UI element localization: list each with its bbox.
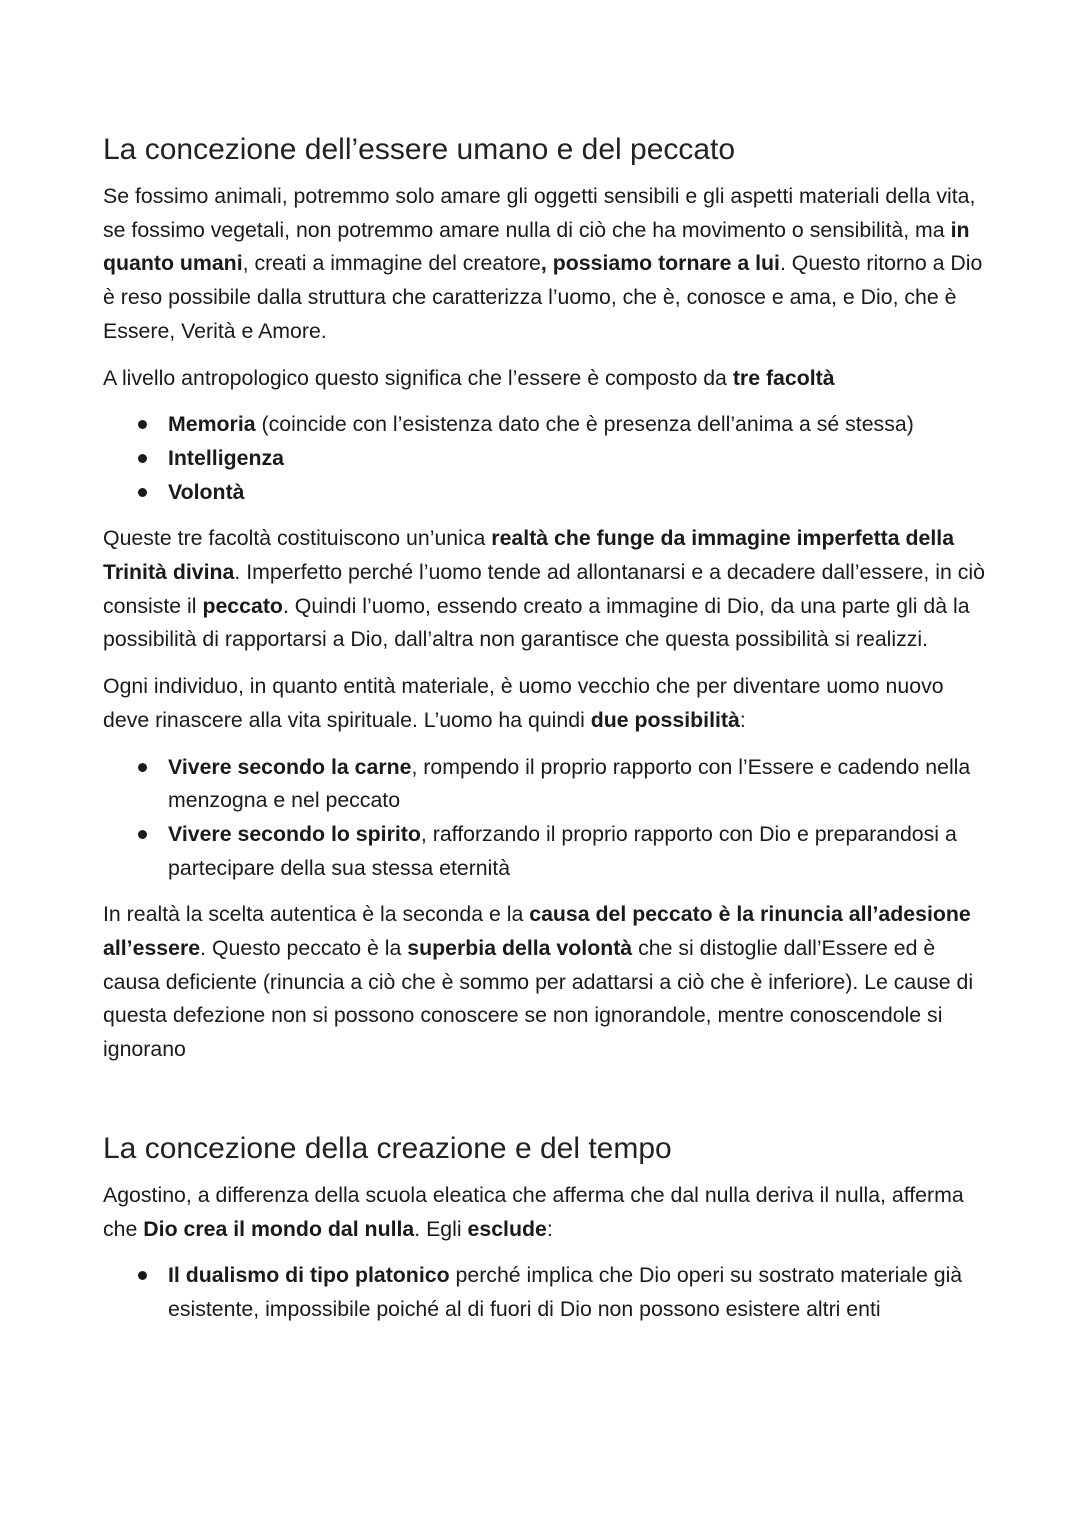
bold-text-run: esclude (467, 1216, 547, 1241)
section-1-paragraph-1 (103, 180, 993, 349)
bold-text-run: Vivere secondo la carne (168, 754, 412, 779)
list-item (168, 751, 993, 818)
list-item (168, 1259, 993, 1326)
bold-text-run: Vivere secondo lo spirito (168, 821, 421, 846)
section-2-paragraph-1 (103, 1179, 993, 1246)
bold-text-run: due possibilità (590, 707, 740, 732)
text-run: . Questo ritorno a Dio è reso possibile dalla struttura che caratterizza l’uomo, che è, conosce e ama, e Dio, che è Essere, Verità e Amore. (103, 251, 983, 343)
list-item (168, 476, 993, 510)
bold-text-run: in quanto umani (103, 217, 970, 276)
text-run: . Quindi l’uomo, essendo creato a immagine di Dio, da una parte gli dà la possibilità di rapportarsi a Dio, dall’altra non garantisce che questa possibilità si realizzi. (103, 593, 970, 652)
text-run: , rompendo il proprio rapporto con l’Essere e cadendo nella menzogna e nel peccato (168, 754, 971, 813)
text-run: : (546, 1216, 553, 1241)
section-1-title: La concezione dell’essere umano e del peccato (103, 133, 736, 166)
section-1-paragraph-3 (103, 522, 993, 657)
text-run: . Questo peccato è la (200, 936, 408, 961)
bullet-icon (138, 454, 147, 463)
text-run: . Egli (414, 1216, 468, 1241)
possibilities-list (103, 751, 993, 886)
text-run: Queste tre facoltà costituiscono un’unica (103, 526, 492, 551)
text-run: A livello antropologico questo significa che l’essere è composto da (103, 365, 733, 390)
faculties-list (103, 408, 993, 509)
text-run: : (739, 707, 746, 732)
section-1-paragraph-5 (103, 898, 993, 1067)
text-run: Ogni individuo, in quanto entità materiale, è uomo vecchio che per diventare uomo nuovo deve rinascere alla vita spirituale. L’uomo ha quindi (103, 674, 944, 732)
bold-text-run: , possiamo tornare a lui (540, 251, 780, 276)
bullet-icon (138, 488, 147, 497)
bold-text-run: causa del peccato è la rinuncia all’adesione all’essere (103, 902, 971, 961)
document-page (103, 130, 993, 1340)
text-run: . Imperfetto perché l’uomo tende ad allontanarsi e a decadere dall’essere, in ciò consiste il (103, 560, 985, 618)
text-run: In realtà la scelta autentica è la seconda e la (103, 902, 530, 927)
list-item (168, 408, 993, 442)
bold-text-run: Volontà (168, 479, 245, 504)
bullet-icon (138, 420, 147, 429)
bold-text-run: Dio crea il mondo dal nulla (143, 1216, 415, 1241)
text-run: , rafforzando il proprio rapporto con Dio e preparandosi a partecipare della sua stessa eternità (168, 821, 957, 880)
text-run: , creati a immagine del creatore (242, 251, 541, 276)
section-1-paragraph-4 (103, 670, 993, 737)
bullet-icon (138, 830, 147, 839)
bullet-icon (138, 1271, 147, 1280)
section-2-title: La concezione della creazione e del tempo (103, 1131, 672, 1165)
bold-text-run: tre facoltà (732, 365, 835, 390)
text-run: Se fossimo animali, potremmo solo amare gli oggetti sensibili e gli aspetti materiali della vita, se fossimo vegetali, non potremmo amare nulla di ciò che ha movimento o sensibilità, ma (103, 184, 976, 242)
text-run: (coincide con l’esistenza dato che è presenza dell’anima a sé stessa) (255, 412, 914, 437)
bold-text-run: realtà che funge da immagine imperfetta della Trinità divina (103, 526, 955, 585)
text-run: Agostino, a differenza della scuola eleatica che afferma che dal nulla deriva il nulla, afferma che (103, 1182, 964, 1241)
bold-text-run: peccato (202, 593, 283, 618)
bold-text-run: Memoria (168, 412, 256, 437)
list-item (168, 442, 993, 476)
text-run: perché implica che Dio operi su sostrato materiale già esistente, impossibile poiché al di fuori di Dio non possono esistere altri enti (168, 1263, 963, 1321)
bold-text-run: Il dualismo di tipo platonico (168, 1263, 450, 1288)
bold-text-run: Intelligenza (168, 445, 284, 470)
list-item (168, 818, 993, 885)
bullet-icon (138, 763, 147, 772)
section-1-paragraph-2 (103, 362, 993, 396)
text-run: che si distoglie dall’Essere ed è causa deficiente (rinuncia a ciò che è sommo per adattarsi a ciò che è inferiore). Le cause di questa defezione non si possono conoscere se non ignorandole, mentre conoscendole si ignorano (103, 936, 974, 1062)
exclusions-list (103, 1259, 993, 1326)
bold-text-run: superbia della volontà (407, 936, 633, 961)
